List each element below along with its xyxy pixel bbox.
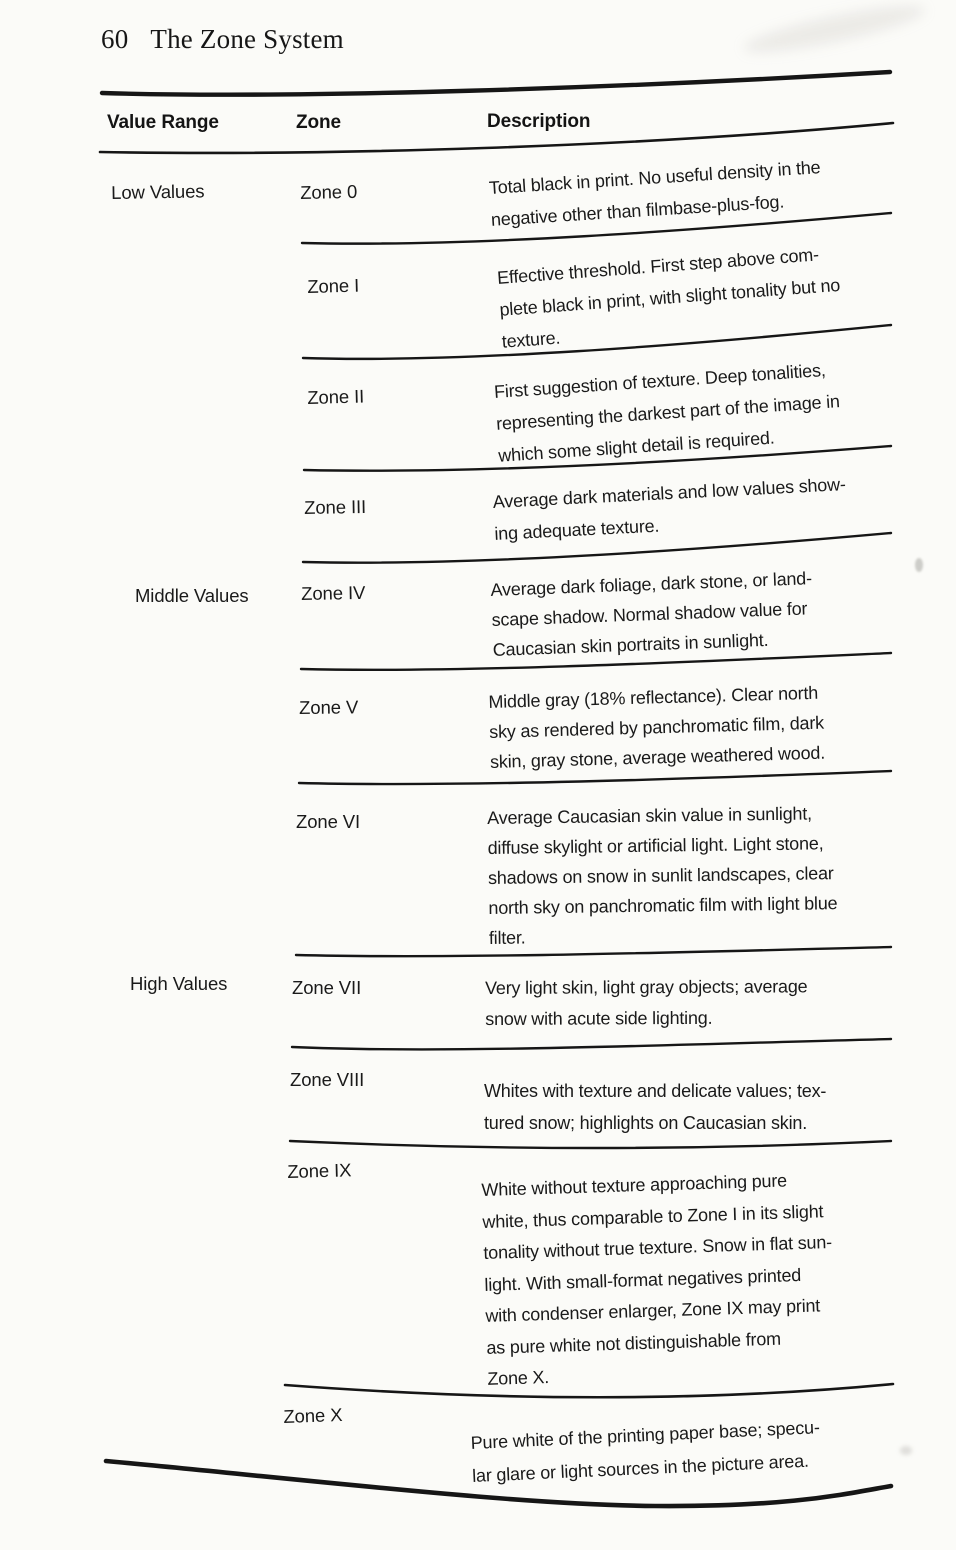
description-line: sky as rendered by panchromatic film, dark: [488, 712, 825, 742]
description-line: scape shadow. Normal shadow value for: [491, 598, 808, 630]
zone-description: [488, 678, 825, 777]
description-line: which some slight detail is required.: [497, 427, 776, 466]
zone-label: Zone X: [283, 1403, 343, 1427]
description-line: shadows on snow in sunlit landscapes, clear: [487, 863, 834, 888]
column-header-zone: Zone: [296, 112, 341, 133]
zone-description: [481, 1164, 836, 1395]
description-line: Zone X.: [487, 1366, 550, 1389]
description-line: light. With small-format negatives printed: [484, 1264, 802, 1295]
description-line: snow with acute side lighting.: [485, 1007, 713, 1029]
description-line: Total black in print. No useful density in the: [488, 157, 821, 198]
description-line: filter.: [488, 927, 526, 948]
zone-description: [485, 971, 808, 1035]
description-line: Whites with texture and delicate values; tex-: [484, 1081, 827, 1101]
table-rule: [292, 1039, 891, 1049]
description-line: texture.: [501, 327, 561, 352]
zone-description: [490, 563, 815, 665]
description-line: ing adequate texture.: [493, 515, 660, 544]
value-range-label: Middle Values: [135, 585, 249, 606]
description-line: tonality without true texture. Snow in flat sun-: [483, 1232, 833, 1263]
description-line: Effective threshold. First step above com-: [496, 244, 820, 288]
table-rule: [290, 1141, 891, 1148]
zone-label: Zone I: [307, 274, 360, 297]
column-header-value-range: Value Range: [107, 112, 219, 133]
description-line: as pure white not distinguishable from: [486, 1328, 782, 1358]
table-rule-top: [102, 72, 890, 95]
zone-label: Zone IV: [301, 581, 366, 604]
description-line: Average dark foliage, dark stone, or land-: [490, 568, 813, 600]
description-line: Average Caucasian skin value in sunlight,: [487, 803, 812, 828]
description-line: negative other than filmbase-plus-fog.: [490, 191, 785, 230]
description-line: Caucasian skin portraits in sunlight.: [492, 629, 769, 660]
description-line: Average dark materials and low values show-: [492, 474, 847, 512]
zone-label: Zone V: [299, 696, 359, 718]
description-line: diffuse skylight or artificial light. Light stone,: [487, 833, 824, 858]
description-line: tured snow; highlights on Caucasian skin.: [484, 1113, 807, 1133]
description-line: lar glare or light sources in the picture area.: [471, 1450, 810, 1486]
description-line: north sky on panchromatic film with light blue: [488, 893, 838, 918]
page-title: The Zone System: [150, 24, 344, 54]
zone-description: [487, 798, 838, 953]
zone-label: Zone VII: [292, 977, 362, 998]
description-line: plete black in print, with slight tonality but no: [498, 274, 841, 320]
zone-label: Zone VIII: [290, 1069, 365, 1090]
description-line: Very light skin, light gray objects; average: [485, 976, 808, 998]
value-range-label: Low Values: [111, 180, 205, 203]
zone-label: Zone 0: [300, 180, 358, 203]
description-line: skin, gray stone, average weathered wood.: [489, 742, 826, 772]
description-line: White without texture approaching pure: [481, 1170, 788, 1200]
column-header-description: Description: [487, 111, 591, 132]
zone-label: Zone IX: [287, 1159, 352, 1182]
page-number: 60: [101, 24, 129, 54]
description-line: representing the darkest part of the image in: [495, 391, 841, 434]
description-line: with condenser enlarger, Zone IX may print: [485, 1295, 821, 1326]
description-line: white, thus comparable to Zone I in its slight: [482, 1200, 824, 1232]
zone-label: Zone II: [307, 385, 365, 408]
description-line: First suggestion of texture. Deep tonalities,: [493, 359, 827, 402]
zone-label: Zone III: [304, 495, 367, 518]
zone-description: [484, 1075, 826, 1139]
description-line: Middle gray (18% reflectance). Clear north: [488, 682, 819, 712]
value-range-label: High Values: [130, 973, 228, 994]
zone-label: Zone VI: [296, 811, 361, 832]
description-line: Pure white of the printing paper base; specu-: [470, 1417, 821, 1453]
